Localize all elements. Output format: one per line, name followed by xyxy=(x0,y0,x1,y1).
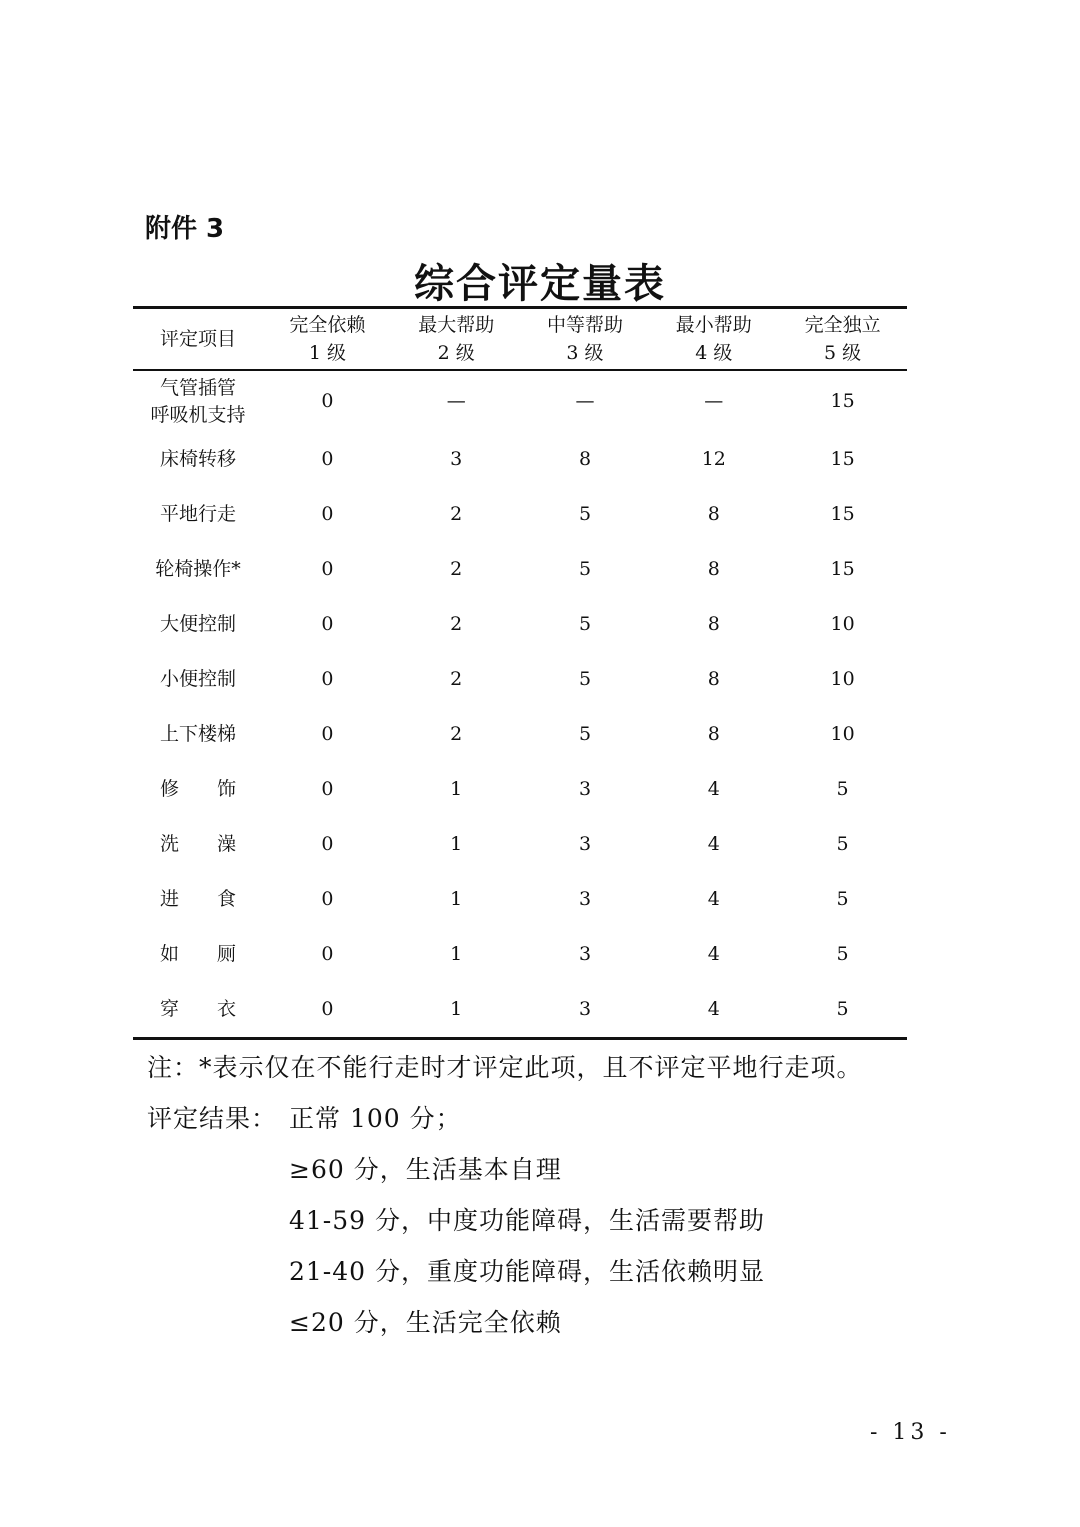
table-header-row xyxy=(133,309,907,370)
score-cell: 15 xyxy=(830,448,855,470)
header-item: 评定项目 xyxy=(133,309,263,370)
table-row xyxy=(133,927,907,982)
score-cell: 10 xyxy=(830,723,855,745)
score-cell: 10 xyxy=(830,668,855,690)
score-cell: 2 xyxy=(450,668,463,690)
attachment-label: 附件 3 xyxy=(145,214,225,244)
table-row xyxy=(133,982,907,1037)
score-cell: 2 xyxy=(450,558,463,580)
score-cell: 0 xyxy=(321,723,334,745)
score-cell: 0 xyxy=(321,998,334,1020)
score-cell: 5 xyxy=(836,888,849,910)
score-cell: 3 xyxy=(578,998,592,1020)
score-cell: 5 xyxy=(836,778,849,800)
score-cell: 5 xyxy=(578,613,592,635)
score-cell: 3 xyxy=(578,943,592,965)
score-cell: 5 xyxy=(836,998,849,1020)
score-cell: 1 xyxy=(450,998,463,1020)
score-cell: 5 xyxy=(578,558,592,580)
score-cell: 5 xyxy=(836,943,849,965)
score-cell: 15 xyxy=(830,558,855,580)
row-item-name: 进 食 xyxy=(159,888,236,910)
score-cell: 5 xyxy=(578,723,592,745)
result-line: 正常 100 分； xyxy=(289,1104,462,1133)
page-number: - 13 - xyxy=(870,1420,951,1445)
score-cell: 0 xyxy=(321,613,334,635)
score-cell: 2 xyxy=(450,723,463,745)
result-line: 21-40 分，重度功能障碍，生活依赖明显 xyxy=(289,1257,766,1286)
score-cell: 8 xyxy=(578,448,592,470)
score-cell: 0 xyxy=(321,390,334,412)
table-row xyxy=(133,652,907,707)
table-row xyxy=(133,487,907,542)
score-cell: 3 xyxy=(578,778,592,800)
score-cell: 5 xyxy=(836,833,849,855)
table-note: 注：*表示仅在不能行走时才评定此项，且不评定平地行走项。 xyxy=(147,1053,863,1082)
row-item-name: 洗 澡 xyxy=(159,833,236,855)
score-cell: 8 xyxy=(707,723,720,745)
header-level-4: 最小帮助 4 级 xyxy=(649,309,778,370)
row-item-name: 修 饰 xyxy=(159,778,236,800)
score-cell: 1 xyxy=(450,778,463,800)
score-cell: 4 xyxy=(707,833,720,855)
score-cell: 12 xyxy=(701,448,726,470)
score-cell: 0 xyxy=(321,888,334,910)
header-level-2: 最大帮助 2 级 xyxy=(392,309,521,370)
score-cell: 1 xyxy=(450,888,463,910)
result-line: 41-59 分，中度功能障碍，生活需要帮助 xyxy=(289,1206,766,1235)
score-cell: — xyxy=(575,390,595,412)
row-item-name: 平地行走 xyxy=(159,503,236,525)
result-line: ≥60 分，生活基本自理 xyxy=(289,1155,562,1184)
score-cell: 8 xyxy=(707,558,720,580)
score-cell: 0 xyxy=(321,558,334,580)
table-row xyxy=(133,370,907,432)
score-cell: 1 xyxy=(450,833,463,855)
table-row xyxy=(133,542,907,597)
header-level-3: 中等帮助 3 级 xyxy=(521,309,650,370)
row-item-name: 如 厕 xyxy=(159,943,236,965)
score-cell: 15 xyxy=(830,503,855,525)
result-label: 评定结果： xyxy=(147,1104,278,1133)
table-row xyxy=(133,432,907,487)
score-cell: 15 xyxy=(830,390,855,412)
score-cell: 4 xyxy=(707,778,720,800)
row-item-name: 小便控制 xyxy=(159,668,236,690)
score-cell: 5 xyxy=(578,503,592,525)
score-cell: 0 xyxy=(321,943,334,965)
score-cell: 3 xyxy=(578,833,592,855)
score-cell: 2 xyxy=(450,613,463,635)
row-item-name: 床椅转移 xyxy=(159,448,236,470)
score-cell: 1 xyxy=(450,943,463,965)
score-cell: 4 xyxy=(707,888,720,910)
row-item-name: 轮椅操作* xyxy=(155,558,241,580)
score-cell: 3 xyxy=(450,448,463,470)
result-line: ≤20 分，生活完全依赖 xyxy=(289,1308,562,1337)
score-cell: 0 xyxy=(321,778,334,800)
score-cell: 2 xyxy=(450,503,463,525)
table-row xyxy=(133,762,907,817)
table-row xyxy=(133,817,907,872)
row-item-name: 穿 衣 xyxy=(159,998,236,1020)
table-row xyxy=(133,707,907,762)
table-row xyxy=(133,597,907,652)
assessment-table xyxy=(133,306,907,1040)
score-cell: 3 xyxy=(578,888,592,910)
score-cell: 5 xyxy=(578,668,592,690)
row-item-name: 上下楼梯 xyxy=(159,723,236,745)
row-item-name: 气管插管 呼吸机支持 xyxy=(150,376,246,426)
score-cell: — xyxy=(446,390,466,412)
header-level-5: 完全独立 5 级 xyxy=(778,309,907,370)
score-cell: — xyxy=(704,390,724,412)
table-row xyxy=(133,872,907,927)
score-cell: 0 xyxy=(321,833,334,855)
page-title: 综合评定量表 xyxy=(414,260,666,307)
score-cell: 0 xyxy=(321,668,334,690)
row-item-name: 大便控制 xyxy=(159,613,236,635)
header-level-1: 完全依赖 1 级 xyxy=(263,309,392,370)
score-cell: 10 xyxy=(830,613,855,635)
score-cell: 8 xyxy=(707,613,720,635)
score-cell: 0 xyxy=(321,503,334,525)
score-cell: 4 xyxy=(707,998,720,1020)
score-cell: 8 xyxy=(707,503,720,525)
score-cell: 4 xyxy=(707,943,720,965)
score-cell: 8 xyxy=(707,668,720,690)
score-cell: 0 xyxy=(321,448,334,470)
